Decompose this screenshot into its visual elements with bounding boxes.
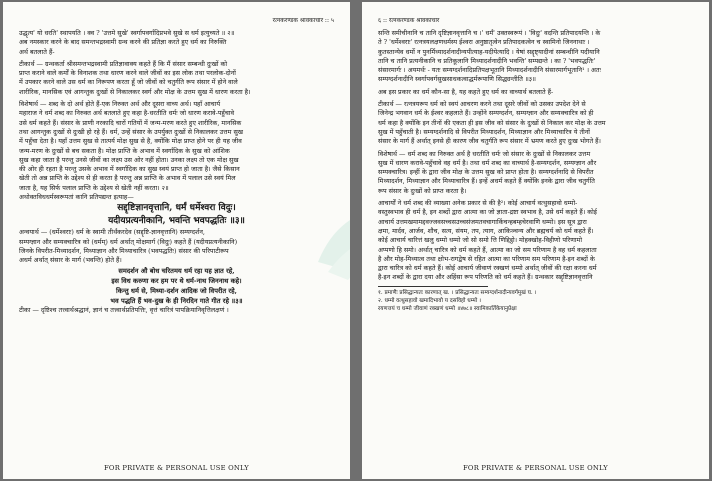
text-line: कोई आचार्य चारित्तं खलु धम्मो धम्मो जो सो समो त्ति णिद्दिट्ठो। मोहक्खोह-विहीणो परिणामो — [378, 236, 583, 245]
text-line: अथोक्तविधधर्मस्वरूपतां कानि प्रतिपद्यन्त इत्याह— — [19, 193, 134, 202]
footnote-divider — [378, 286, 488, 287]
hindi-verse-line: समदर्शन औ बोध चरितमय धर्म रहा यह ज्ञात रहे, — [118, 266, 235, 275]
text-line: तानि च तानि प्रत्यनीकानि च प्रतिकूलानि मिथ्यादर्शनादीनि भवन्ति' सम्पद्यन्ते । का ? 'भवपद्धतिः' — [378, 56, 596, 65]
text-line: जन्म-मरण के दुःखों से बच सकता है। मोक्ष प्राप्ति के अभाव में स्वर्गादिक के सुख को आंशिक — [19, 146, 230, 155]
text-line: खेती तो अन्न प्राप्ति के उद्देश्य से ही करता है परन्तु अन्न प्राप्ति के अभाव में पलाल उसे स्वयं मिल — [19, 174, 236, 183]
text-line: जिनेन्द्र भगवान धर्म के ईश्वर कहलाते हैं। उन्होंने सम्यग्दर्शन, सम्यग्ज्ञान और सम्यक्चारित्र को ही — [378, 109, 594, 118]
text-line: शारीरिक, मानसिक एवं आगन्तुक दुःखों से निकालकर स्वर्ग और मोक्ष के उत्तम सुख में धारण करता है। — [19, 87, 251, 96]
text-line: अर्थ बतलाते हैं- — [19, 47, 55, 56]
watermark-logo-icon — [308, 202, 350, 282]
text-line: जिनके विपरीत-मिथ्यादर्शन, मिथ्याज्ञान और मिथ्याचारित्र (भवपद्धतिः) संसार की परिपाटीरूप — [19, 246, 229, 255]
text-line: अधर्म अर्थात् संसार के मार्ग (भवन्ति) होते हैं। — [19, 256, 122, 265]
text-line: ते ? 'धर्मेश्वराः' रत्नत्रयलक्षणधर्मस्य ईश्वरा अनुष्ठातृत्वेन प्रतिपादकत्वेन च स्वामिनो जिननाथाः । — [378, 38, 590, 47]
text-line: सम्यग्दर्शनादीनि स्वर्गापवर्गसुखसाधकत्वाद्धर्मरूपाणि सिद्ध्यन्तीति ॥३॥ — [378, 75, 536, 84]
text-line: टीकार्थ — रत्नत्रयरूप धर्म को स्वयं आचरण करने तथा दूसरे जीवों को उसका उपदेश देने से — [378, 100, 586, 109]
text-line: में उपकार करने वाले उस धर्म का निरूपण करता हूँ जो जीवों को चतुर्गति रूप संसार में होने वाले — [19, 78, 238, 87]
text-line: सन्ति समीचीनानि च तानि दृष्टिज्ञानवृत्तानि च ।' धर्मं' उक्तस्वरूपं । 'विदुः' वदन्ति प्रतिपादयन्ति । के — [378, 29, 601, 37]
hindi-verse-line: इस विध करुणा कर हम पर थे धर्म-नाथ जिननाथ कहे। — [111, 276, 242, 285]
text-line: संसार के मार्ग हैं अर्थात् इनसे ही कारण जीव चतुर्गति रूप संसार में भ्रमण करते हुए दुःख भोगते हैं। — [378, 137, 601, 146]
text-line: कुतस्तान्येव धर्मो न पुनर्मिथ्यादर्शनादीन्यपीत्याह-यदीयेत्यादि । येषां सद्दृष्ट्यादीनां सम्बन्धीनि यदीयानि — [378, 47, 600, 56]
text-line: मिथ्यादर्शन, मिथ्याज्ञान और मिथ्याचारित्र हैं। इन्हें अधर्म कहते हैं क्योंकि इनके द्वारा जीव चतुर्गति — [378, 177, 595, 186]
text-line: रूप संसार के दुःखों को प्राप्त करता है। — [378, 186, 467, 195]
text-line: उद्धृत्य' यो धरति' स्थापयति । क्व ? 'उत्तमे सुखे' स्वर्गापवर्गादिप्रभवे सुखे स धर्म इत्युच्यते ॥ २॥ — [19, 29, 235, 37]
sanskrit-verse-line: सद्दृष्टिज्ञानवृत्तानि, धर्मं धर्मेश्वरा विदुः। — [117, 203, 236, 214]
page-footer: FOR PRIVATE & PERSONAL USE ONLY — [463, 464, 608, 472]
text-line: की ओर ही रहता है परन्तु उसके अभाव में स्वर्गादिक का सुख स्वयं प्राप्त हो जाता है। जैसे किसान — [19, 165, 240, 174]
right-page — [362, 2, 709, 479]
left-page — [3, 2, 350, 479]
text-line: धर्म कहा है क्योंकि इन तीनों की एकता ही इस जीव को संसार के दुःखों से निकाल कर मोक्ष के उत्तम — [378, 118, 606, 127]
text-line: आचार्यों ने धर्म शब्द की व्याख्या अनेक प्रकार से की है²। कोई आचार्य वत्थुसहावो धम्मो- — [378, 199, 578, 208]
text-line: महाराज ने धर्म शब्द का निरुक्त अर्थ बतलाते हुए कहा है-धरतीति धर्मः जो धारण करावे-पहुँचावे — [19, 109, 235, 118]
text-line: विशेषार्थ — धर्म शब्द का निरुक्त अर्थ है धरतीति धर्मः जो संसार के दुःखों से निकालकर उत्तम — [378, 149, 591, 158]
text-line: अब नमस्कार करने के बाद समन्तभद्रस्वामी ग्रन्थ करने की प्रतिज्ञा करते हुए धर्म का निरुक्ति — [19, 38, 227, 47]
text-line: वस्तुस्वभाव ही धर्म है, इन शब्दों द्वारा आत्मा का जो ज्ञाता-द्रष्टा स्वभाव है, उसे धर्म कहते हैं। कोई — [378, 208, 597, 217]
text-line: है-इन शब्दों के द्वारा दया और अहिंसा रूप परिणति को धर्म कहते हैं। ग्रन्थकार सद्दृष्टिज्ञानवृत्तानि — [378, 273, 593, 282]
text-line: सुख में पहुँचाती है। सम्यग्दर्शनादि से विपरीत मिथ्यादर्शन, मिथ्याज्ञान और मिथ्याचारित्र ये तीनों — [378, 127, 590, 136]
text-line: सुख में धारण करावे-पहुँचावे वह धर्म है। तथा धर्म शब्द का वाच्यार्थ है-सम्यग्दर्शन, सम्यग्ज्ञान और — [378, 158, 597, 167]
sanskrit-verse-line: यदीयप्रत्यनीकानि, भवन्ति भवपद्धतिः ॥३॥ — [108, 216, 245, 227]
footnote: २. धम्मो वत्थुसहावो खमादिभावो य दसविहो धम्मो । — [378, 297, 482, 304]
text-line: अन्वयार्थ — (धर्मेश्वराः) धर्म के स्वामी तीर्थंकरदेव (सद्दृष्टि-ज्ञानवृत्तानि) सम्यग्दर्शन, — [19, 228, 205, 237]
text-line: प्राप्त कराने वाले कर्मों के विनाशक तथा धारण करने वाले जीवों का इस लोक तथा परलोक-दोनों — [19, 69, 236, 78]
text-line: आचार्य उत्तमखमामद्दवज्जवसच्चसउच्चसंजमतवचागाकिंचन्हबम्हचेरवाणि धम्मो। इस सूत्र द्वारा — [378, 217, 587, 226]
hindi-verse-line: भव पद्धति हैं भव-दुख के ही निरदिन गाते गीत रहे ॥३॥ — [110, 296, 243, 305]
footnote: १. प्रमाणैः प्रसिद्धान्यतः कारणात् ख. । प्रसिद्धान्यतः सम्यग्दर्शनादीन्यवर्गमुखं घ. । — [378, 289, 537, 296]
text-line: द्वारा चारित्र को धर्म कहते हैं। कोई आचार्य जीवाणं रक्खणं धम्मो अर्थात् जीवों की रक्षा करना धर्म — [378, 264, 597, 273]
page-header: ६ :: रत्नकरण्डक श्रावकाचार — [378, 17, 440, 24]
text-line: टीकार्थ — ग्रन्थकर्ता श्रीसमन्तभद्रस्वामी प्रतिज्ञावाक्य कहते हैं कि मैं संसार सम्बन्धी दुःखों को — [19, 59, 228, 68]
text-line: संसारमार्गः । अयमर्थः - यतः सम्यग्दर्शनादिप्रतिपक्षभूतानि मिथ्यादर्शनादीनि संसारमार्गभूतानि¹ । अतः — [378, 66, 601, 75]
text-line: सम्यग्ज्ञान और सम्यक्चारित्र को (धर्मम्) धर्म अर्थात् मोक्षमार्ग (विदुः) कहते हैं (यदीयप्रत्यनीकानि) — [19, 237, 238, 246]
text-line: टीका — दृष्टिश्च तत्त्वार्थश्रद्धानं, ज्ञानं च तत्त्वार्थप्रतिपत्तिः, वृत्तं चारित्रं पापक्रियानिवृत्तिलक्षणं । — [19, 305, 229, 314]
text-line: उसे धर्म कहते हैं। संसार के प्राणी नरकादि चारों गतियों में जन्म-मरण करते हुए शारीरिक, मानसिक — [19, 118, 242, 127]
text-line: सुख कहा जाता है परन्तु उनसे जीवों का लक्ष्य उस ओर नहीं होता। उनका लक्ष्य तो एक मोक्ष सुख — [19, 155, 239, 164]
text-line: अब इस प्रकार का धर्म कौन-सा है, यह कहते हुए धर्म का वाच्यार्थ बतलाते हैं- — [378, 87, 554, 96]
text-line: विशेषार्थ — शब्द के दो अर्थ होते हैं-एक निरुक्त अर्थ और दूसरा वाच्य अर्थ। यहाँ आचार्य — [19, 100, 221, 109]
text-line: अप्पणो हि समो। अर्थात् चारित्र को धर्म कहते हैं, आत्मा का जो सम परिणाम है वह धर्म कहलाता — [378, 245, 597, 254]
page-header: रत्नकरण्डक श्रावकाचार :: ५ — [272, 17, 334, 24]
hindi-verse-line: किन्तु धर्म से, मिथ्या-दर्शन आदिक जो विपरीत रहे, — [116, 286, 237, 295]
page-footer: FOR PRIVATE & PERSONAL USE ONLY — [104, 464, 249, 472]
text-line: में पहुँचा देता है। यहाँ उत्तम सुख से तात्पर्य मोक्ष सुख से है, क्योंकि मोक्ष प्राप्त होने पर ही यह जीव — [19, 137, 242, 146]
text-line: है और मोह-मिथ्यात्व तथा क्षोभ-रागद्वेष से रहित आत्मा का परिणाम सम परिणाम है-इन शब्दों के — [378, 254, 595, 263]
footnote: रयणत्तयं च धम्मो जीवाणं रक्खणं धम्मो ॥४७८॥ स्वामिकार्तिकेयानुप्रेक्षा — [378, 305, 517, 312]
text-line: तथा आगन्तुक दुःखों से दुःखी हो रहे हैं। धर्म, उन्हें संसार के उपर्युक्त दुःखों से निकालकर उत्तम सुख — [19, 127, 243, 136]
text-line: जाता है, यह सिर्फ पलाल प्राप्ति के उद्देश्य से खेती नहीं करता। २॥ — [19, 183, 169, 192]
text-line: सम्यक्चारित्र। इन्हीं के द्वारा जीव मोक्ष के उत्तम सुख को प्राप्त होता है। सम्यग्दर्शनादि से विपरीत — [378, 168, 594, 177]
text-line: क्षमा, मार्दव, आर्जव, शौच, सत्य, संयम, तप, त्याग, आकिञ्चन्य और ब्रह्मचर्य को धर्म कहते हैं। — [378, 226, 594, 235]
